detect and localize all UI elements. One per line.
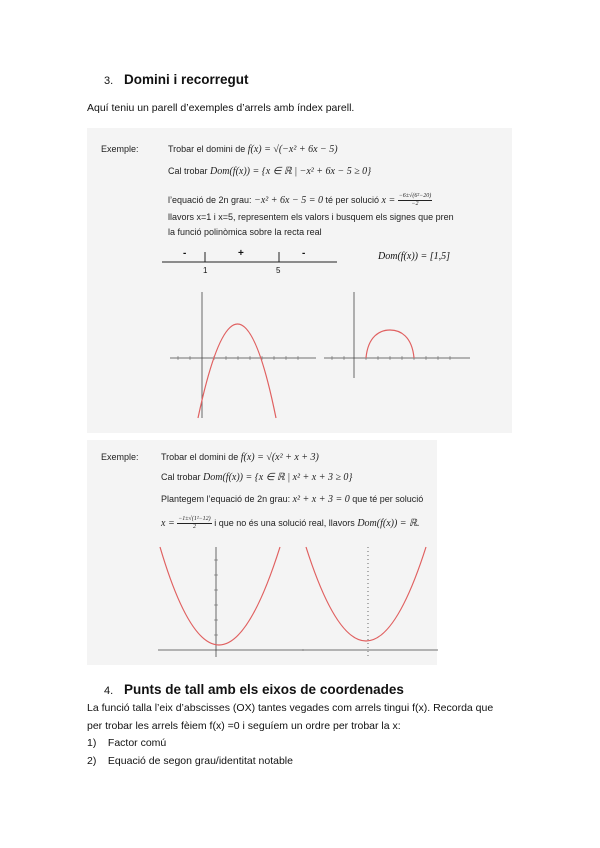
section-3-intro: Aquí teniu un parell d’exemples d’arrels amb índex parell.: [87, 102, 355, 114]
graph-parabola-1: [168, 290, 318, 420]
example-2-line3-text: Plantegem l’equació de 2n grau:: [161, 494, 291, 504]
example-1-line3: [168, 193, 432, 208]
example-1-domain-result: Dom(f(x)) = [1,5]: [378, 251, 451, 262]
example-1-line2-text: Cal trobar: [168, 166, 208, 176]
sqrt-curve: [306, 547, 426, 641]
example-1-function: f(x) = √(−x² + 6x − 5): [247, 144, 338, 155]
example-2-line1: [161, 452, 319, 463]
example-2-label: Exemple:: [101, 452, 139, 462]
example-1-line3-text: l’equació de 2n grau:: [168, 194, 252, 205]
example-2-domain-result: Dom(f(x)) = ℝ.: [357, 517, 420, 529]
sign-left: -: [183, 248, 187, 259]
section-4-title: Punts de tall amb els eixos de coordenades: [124, 682, 404, 697]
example-1-solution-x: x =: [381, 194, 396, 206]
section-4-paragraph-line-1: La funció talla l’eix d’abscisses (OX) tantes vegades com arrels tingui f(x). Recorda que: [87, 702, 494, 714]
example-2-line2-text: Cal trobar: [161, 472, 201, 482]
section-4-number: 4.: [104, 685, 114, 697]
sign-right: -: [302, 248, 306, 259]
list-item-text: Equació de segon grau/identitat notable: [107, 755, 293, 767]
example-2-line2: [161, 472, 352, 483]
sqrt-curve: [366, 330, 414, 358]
example-2-line3: [161, 494, 423, 505]
list-item: [87, 735, 166, 752]
example-1-line1: [168, 144, 338, 155]
section-3-title: Domini i recorregut: [124, 72, 249, 87]
example-2-solution-text: que té per solució: [352, 494, 424, 504]
parabola-curve: [198, 324, 276, 418]
example-1-equation: −x² + 6x − 5 = 0: [254, 194, 323, 206]
example-1-solution-text: té per solució: [325, 194, 379, 205]
graph-sqrt-1: [322, 290, 472, 380]
example-1-solution-fraction: [398, 193, 432, 208]
sign-middle: +: [238, 248, 244, 259]
section-4-paragraph-line-2: per trobar les arrels fèiem f(x) =0 i seguíem un ordre per trobar la x:: [87, 720, 401, 732]
example-2-domain-set: Dom(f(x)) = {x ∈ ℝ | x² + x + 3 ≥ 0}: [203, 472, 353, 483]
sign-point-1: 1: [203, 266, 208, 275]
example-1-fraction-numerator: −6±√(6²−20): [398, 193, 432, 199]
list-item-text: Factor comú: [107, 737, 167, 749]
example-1-domain-set: Dom(f(x)) = {x ∈ ℝ | −x² + 6x − 5 ≥ 0}: [210, 166, 372, 177]
graph-sqrt-2: [300, 545, 440, 660]
example-1-label: Exemple:: [101, 144, 139, 154]
list-item: [87, 753, 293, 770]
sign-point-5: 5: [276, 266, 281, 275]
parabola-curve: [160, 547, 280, 645]
sign-chart: [162, 245, 342, 275]
example-2-fraction-numerator: −1±√(1²−12): [178, 516, 211, 522]
example-1-line5: la funció polinòmica sobre la recta real: [168, 227, 322, 237]
example-2-line4-text: i que no és una solució real, llavors: [214, 517, 355, 528]
example-2-line1-text: Trobar el domini de: [161, 452, 239, 462]
example-2-fraction-denominator: 2: [192, 524, 196, 530]
example-2-solution-fraction: [177, 516, 211, 531]
example-1-line2: [168, 166, 371, 177]
list-item-number: 1): [87, 737, 97, 749]
example-1-line4: llavors x=1 i x=5, representem els valors i busquem els signes que pren: [168, 212, 454, 222]
example-2-function: f(x) = √(x² + x + 3): [240, 452, 319, 463]
graph-parabola-2: [156, 545, 306, 660]
example-2-equation: x² + x + 3 = 0: [292, 494, 350, 505]
list-item-number: 2): [87, 755, 97, 767]
example-1-fraction-denominator: −2: [411, 201, 419, 207]
section-3-number: 3.: [104, 75, 114, 87]
example-2-solution-x: x =: [161, 517, 175, 529]
example-2-line4: [161, 516, 419, 531]
example-1-line1-text: Trobar el domini de: [168, 144, 246, 154]
